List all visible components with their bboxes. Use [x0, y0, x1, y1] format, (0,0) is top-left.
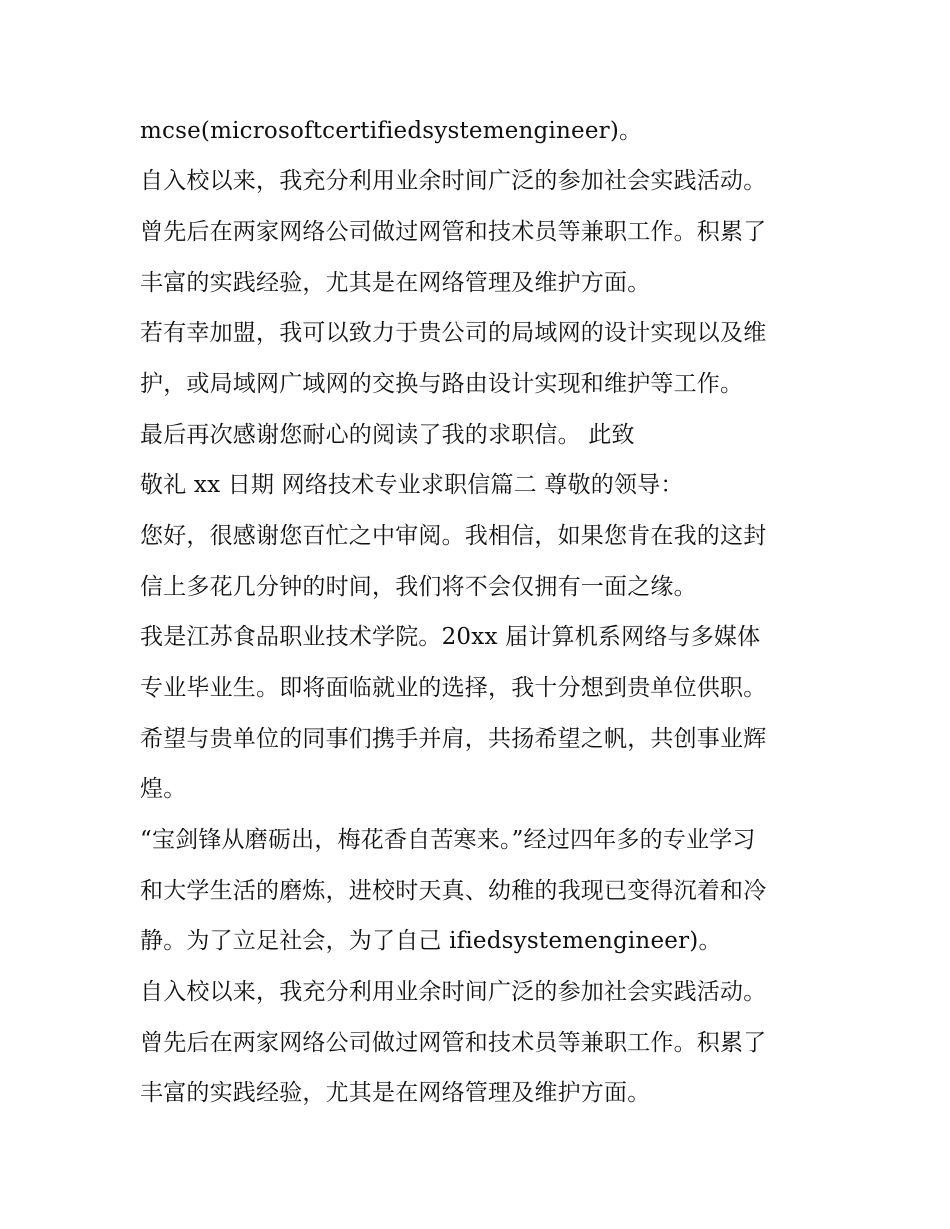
text-line: 和大学生活的磨炼，进校时天真、幼稚的我现已变得沉着和冷: [140, 878, 767, 904]
text-line: 若有幸加盟，我可以致力于贵公司的局域网的设计实现以及维: [140, 320, 767, 346]
text-line: 自入校以来，我充分利用业余时间广泛的参加社会实践活动。: [140, 168, 767, 194]
text-line: 丰富的实践经验，尤其是在网络管理及维护方面。: [140, 270, 651, 296]
text-line: mcse(microsoftcertifiedsystemengineer)。: [140, 118, 643, 144]
text-line: 护，或局域网广域网的交换与路由设计实现和维护等工作。: [140, 371, 744, 397]
text-line: 曾先后在两家网络公司做过网管和技术员等兼职工作。积累了: [140, 219, 767, 245]
text-line: 我是江苏食品职业技术学院。20xx 届计算机系网络与多媒体: [140, 624, 761, 650]
text-line: 自入校以来，我充分利用业余时间广泛的参加社会实践活动。: [140, 979, 767, 1005]
text-line: 专业毕业生。即将面临就业的选择，我十分想到贵单位供职。: [140, 675, 767, 701]
text-line: 敬礼 xx 日期 网络技术专业求职信篇二 尊敬的领导：: [140, 472, 684, 498]
text-line: 您好，很感谢您百忙之中审阅。我相信，如果您肯在我的这封: [140, 523, 767, 549]
text-line: 曾先后在两家网络公司做过网管和技术员等兼职工作。积累了: [140, 1030, 767, 1056]
text-line: 最后再次感谢您耐心的阅读了我的求职信。 此致: [140, 422, 635, 448]
text-line: 静。为了立足社会，为了自己 ifiedsystemengineer)。: [140, 928, 722, 954]
text-line: 煌。: [140, 776, 187, 802]
text-line: “宝剑锋从磨砺出，梅花香自苦寒来。”经过四年多的专业学习: [140, 827, 756, 853]
text-line: 希望与贵单位的同事们携手并肩，共扬希望之帆，共创事业辉: [140, 726, 767, 752]
text-line: 丰富的实践经验，尤其是在网络管理及维护方面。: [140, 1080, 651, 1106]
text-line: 信上多花几分钟的时间，我们将不会仅拥有一面之缘。: [140, 574, 697, 600]
